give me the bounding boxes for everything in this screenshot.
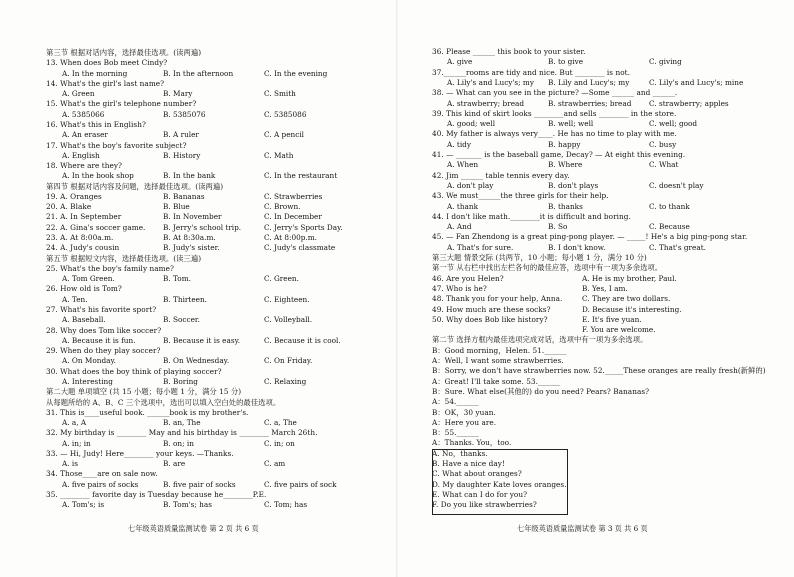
answer-option: A. Because it is fun. [62, 335, 136, 345]
answer-option: B. Thirteen. [163, 294, 207, 304]
answer-option: B. Where [548, 160, 583, 170]
text-line: A：Well, I want some strawberries. [432, 356, 564, 365]
answer-option: A. strawberry; bread [447, 98, 525, 108]
answer-option: C. In the restaurant [264, 171, 338, 181]
text-line: 22. A. Gina's soccer game. [46, 222, 146, 232]
answer-option: F. You are welcome. [582, 325, 656, 335]
answer-option: C. A pencil [264, 130, 304, 140]
answer-option: B. 5385076 [163, 109, 206, 119]
answer-option: B. Soccer. [163, 315, 200, 325]
answer-option: C. Volleyball. [264, 315, 313, 325]
text-line: 14. What's the girl's last name? [46, 78, 165, 88]
text-line: 第三大题 情景交际 (共两节，10 小题；每小题 1 分，满分 10 分) [432, 253, 647, 262]
answer-option: B. don't plays [548, 180, 599, 190]
answer-option: C. Because it is cool. [264, 335, 341, 345]
answer-option: A. English [62, 150, 100, 160]
text-line: F. Do you like strawberries? [432, 500, 537, 510]
text-line: 第五节 根据短文内容，选择最佳选项。(读三遍) [46, 253, 202, 263]
text-line: 40. My father is always very____. He has no time to play with me. [432, 129, 677, 139]
answer-option: A. An eraser [62, 130, 108, 140]
text-line: 16. What's this in English? [46, 119, 146, 129]
answer-option: C. giving [649, 57, 682, 67]
text-line: 34. Those____are on sale now. [46, 469, 158, 479]
text-line: 19. A. Oranges [46, 191, 102, 201]
answer-option: C. In December [264, 212, 322, 222]
text-line: 第三节 根据对话内容，选择最佳选项。(读两遍) [46, 48, 202, 57]
text-line: A：54.______ [432, 397, 479, 407]
answer-option: B. on; in [163, 438, 194, 448]
answer-option: B. Boring [163, 376, 198, 386]
answer-option: A. 5385066 [62, 109, 105, 119]
text-line: E. What can I do for you? [432, 489, 528, 499]
text-line: 第二节 选择方框内最佳选项完成对话，选项中有一项为多余选项。 [432, 335, 648, 345]
text-line: 46. Are you Helen? [432, 273, 504, 283]
answer-option: C. 5385086 [264, 109, 307, 119]
answer-option: A. tidy [447, 139, 471, 149]
answer-option: B. five pair of socks [163, 479, 236, 489]
text-line: 25. What's the boy's family name? [46, 263, 174, 273]
answer-option: C. Tom; has [264, 500, 308, 510]
answer-option: B. Tom. [163, 274, 191, 284]
text-line: 37.______rooms are tidy and nice. But ________ is not. [432, 67, 630, 77]
answer-option: C. In the evening [264, 68, 328, 78]
text-line: 42. Jim ______ table tennis every day. [432, 170, 570, 180]
answer-option: A. thank [447, 201, 479, 211]
answer-option: B. thanks [548, 201, 583, 211]
text-line: 32. My birthday is ________ May and his birthday is ________ March 26th. [46, 428, 318, 438]
answer-option: D. Because it's interesting. [582, 304, 682, 314]
answer-option: A. Green [62, 89, 95, 99]
answer-option: A. Baseball. [62, 315, 106, 325]
text-line: 13. When does Bob meet Cindy? [46, 58, 168, 68]
text-line: 第二大题 单项填空 (共 15 小题；每小题 1 分，满分 15 分) [46, 387, 242, 397]
answer-option: B. well; well [548, 119, 594, 129]
answer-option: C. in; on [264, 438, 295, 448]
text-line: 28. Why does Tom like soccer? [46, 325, 162, 335]
answer-options-box [432, 449, 568, 515]
answer-option: A. give [447, 57, 473, 67]
answer-option: A. don't play [447, 180, 494, 190]
text-line: 47. Who is he? [432, 283, 487, 293]
answer-option: C. What [649, 160, 679, 170]
answer-option: B. In November [163, 212, 222, 222]
answer-option: B. A ruler [163, 130, 199, 140]
text-line: 从每题所给的 A、B、C 三个选项中，选出可以填入空白处的最佳选项。 [46, 397, 281, 407]
answer-option: A. Lily's and Lucy's; my [447, 77, 534, 87]
answer-option: B. On Wednesday. [163, 356, 230, 366]
answer-option: B. So [548, 222, 568, 232]
answer-option: C. doesn't play [649, 180, 704, 190]
text-line: 43. We must______the three girls for their help. [432, 191, 609, 201]
text-line: 39. This kind of skirt looks ________and sells ________ in the store. [432, 108, 677, 118]
answer-option: A. Tom's; is [62, 500, 105, 510]
text-line: B：Good morning，Helen. 51.______ [432, 345, 567, 355]
text-line: 24. A. Judy's cousin [46, 243, 120, 253]
answer-option: C. On Friday. [264, 356, 313, 366]
text-line: 36. Please ______ this book to your sister. [432, 47, 586, 56]
answer-option: B. Tom's; has [163, 500, 212, 510]
text-line: 第四节 根据对话内容及问题，选择最佳选项。(读两遍) [46, 181, 224, 191]
answer-option: C. strawberry; apples [649, 98, 729, 108]
text-line: 50. Why does Bob like history? [432, 314, 548, 324]
answer-option: B. strawberries; bread [548, 98, 632, 108]
answer-option: B. At 8:30a.m. [163, 233, 216, 243]
answer-option: B. Mary [163, 89, 193, 99]
answer-option: C. That's great. [649, 242, 706, 252]
text-line: 45. — Fan Zhendong is a great ping-pong player. — _____! He's a big ping-pong star. [432, 232, 748, 242]
answer-option: B. In the afternoon [163, 68, 234, 78]
text-line: 27. What's his favorite sport? [46, 305, 157, 314]
answer-option: B. an, The [163, 418, 201, 428]
page-footer: 七年级英语质量监测试卷 第 3 页 共 6 页 [517, 524, 648, 533]
answer-option: C. am [264, 459, 286, 469]
text-line: B：OK，30 yuan. [432, 407, 496, 417]
answer-option: B. In the bank [163, 171, 216, 181]
text-line: A：Great! I'll take some. 53.______ [432, 376, 561, 386]
text-line: 21. A. In September [46, 212, 122, 222]
text-line: 18. Where are they? [46, 161, 122, 171]
text-line: 20. A. Blake [46, 202, 92, 212]
answer-option: B. happy [548, 139, 581, 149]
answer-option: B. Judy's sister. [163, 243, 220, 253]
text-line: A：Thanks. You，too. [432, 438, 512, 448]
answer-option: B. Yes, I am. [582, 283, 628, 293]
answer-option: C. Brown. [264, 202, 301, 212]
text-line: 41. — _______ is the baseball game, Decay? — At eight this evening. [432, 150, 686, 159]
answer-option: B. Because it is easy. [163, 335, 241, 345]
answer-option: B. to give [548, 57, 584, 67]
text-line: 23. A. At 8:00a.m. [46, 233, 114, 243]
answer-option: A. in; in [62, 438, 91, 448]
answer-option: C. Judy's classmate [264, 243, 336, 253]
answer-option: C. five pairs of sock [264, 479, 337, 489]
text-line: D. My daughter Kate loves oranges. [432, 479, 567, 489]
answer-option: C. Strawberries [264, 191, 323, 201]
answer-option: C. a, The [264, 418, 297, 428]
answer-option: A. five pairs of socks [62, 479, 139, 489]
answer-option: A. Ten. [62, 294, 88, 304]
answer-option: C. busy [649, 139, 677, 149]
answer-option: C. Eighteen. [264, 294, 310, 304]
answer-option: A. is [62, 459, 78, 469]
answer-option: A. He is my brother, Paul. [582, 273, 677, 283]
text-line: 17. What's the boy's favorite subject? [46, 140, 187, 150]
answer-option: C. They are two dollars. [582, 294, 671, 304]
text-line: 49. How much are these socks? [432, 304, 551, 314]
answer-option: C. well; good [649, 119, 698, 129]
answer-option: C. Math [264, 150, 294, 160]
answer-option: C. to thank [649, 201, 690, 211]
answer-option: E. It's five yuan. [582, 314, 642, 324]
answer-option: C. Lily's and Lucy's; mine [649, 77, 744, 87]
answer-option: C. Relaxing [264, 376, 307, 386]
answer-option: B. Jerry's school trip. [163, 222, 242, 232]
answer-option: B. I don't know. [548, 242, 606, 252]
text-line: B. Have a nice day! [432, 459, 505, 468]
answer-option: A. Interesting [62, 376, 113, 386]
text-line: 48. Thank you for your help, Anna. [432, 294, 563, 304]
text-line: 38. — What can you see in the picture? —Some ______ and ______. [432, 88, 678, 98]
answer-option: A. When [447, 160, 479, 170]
text-line: A. No，thanks. [432, 448, 488, 458]
answer-option: B. Blue [163, 202, 190, 212]
text-line: 33. — Hi, Judy! Here________ your keys. —Thanks. [46, 448, 234, 458]
text-line: 30. What does the boy think of playing soccer? [46, 366, 222, 376]
text-line: 35. ________ favorite day is Tuesday because he________P.E. [46, 490, 267, 500]
answer-option: C. Green. [264, 274, 299, 284]
answer-option: A. In the morning [62, 68, 128, 78]
page-footer: 七年级英语质量监测试卷 第 2 页 共 6 页 [128, 524, 259, 533]
answer-option: A. In the book shop [62, 171, 134, 181]
text-line: A：Here you are. [432, 417, 497, 427]
answer-option: A. And [447, 222, 472, 232]
text-line: 44. I don't like math.________it is difficult and boring. [432, 211, 631, 221]
text-line: B：Sure. What else(其他的) do you need? Pears? Bananas? [432, 386, 650, 396]
text-line: 26. How old is Tom? [46, 284, 122, 294]
text-line: 15. What's the girl's telephone number? [46, 99, 197, 109]
text-line: 31. This is____useful book. ______book is my brother's. [46, 407, 249, 417]
answer-option: C. Smith [264, 89, 296, 99]
answer-option: A. On Monday. [62, 356, 116, 366]
text-line: B：Sorry, we don't have strawberries now. 52._____These oranges are really fresh(新鲜的) [432, 366, 766, 376]
text-line: C. What about oranges? [432, 469, 522, 479]
answer-option: B. are [163, 459, 186, 469]
answer-option: B. History [163, 150, 201, 160]
answer-option: A. That's for sure. [447, 242, 514, 252]
text-line: B：55.______ [432, 428, 479, 438]
answer-option: C. Jerry's Sports Day. [264, 222, 343, 232]
answer-option: A. good; well [447, 119, 496, 129]
answer-option: B. Lily and Lucy's; my [548, 77, 630, 87]
answer-option: B. Bananas [163, 191, 205, 201]
answer-option: A. a, A [62, 418, 87, 428]
answer-option: A. Tom Green. [62, 274, 115, 284]
text-line: 第一节 从右栏中找出左栏各句的最佳应答，选项中有一项为多余选项。 [432, 263, 663, 273]
answer-option: C. At 8:00p.m. [264, 233, 317, 243]
text-line: 29. When do they play soccer? [46, 346, 161, 356]
answer-option: C. Because [649, 222, 690, 232]
